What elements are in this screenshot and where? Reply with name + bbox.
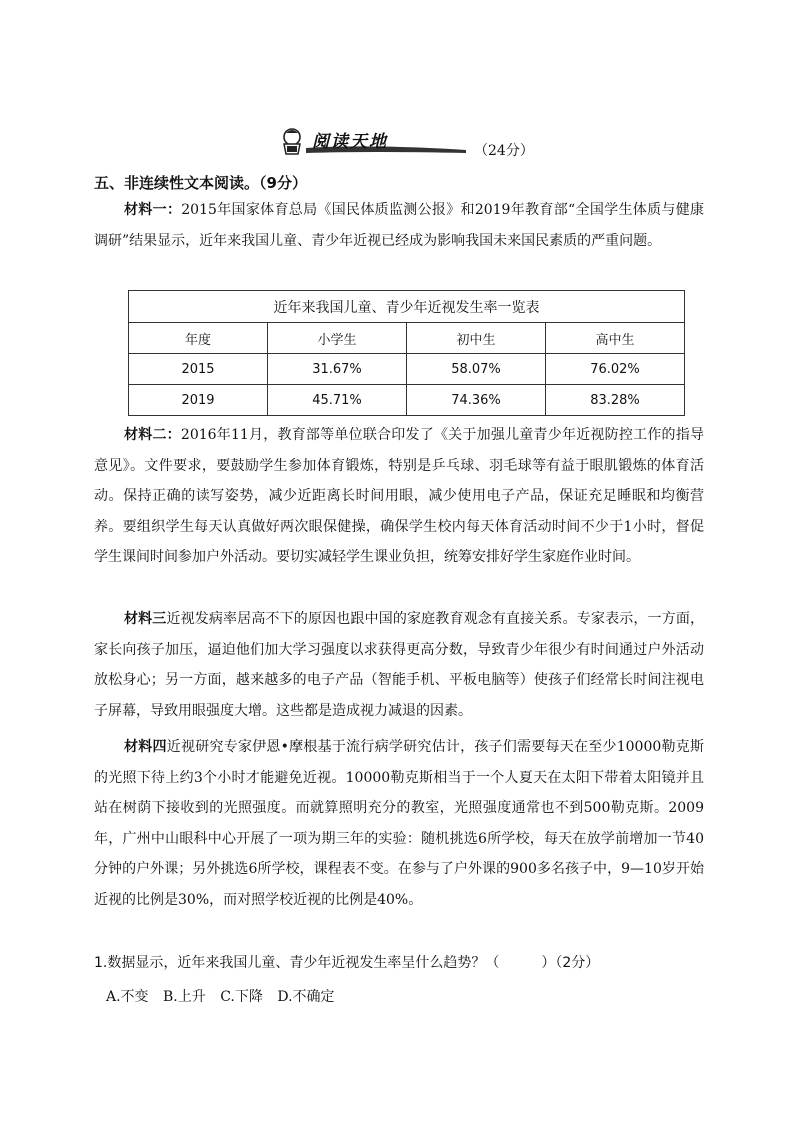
- section-banner: [278, 124, 538, 158]
- table-cell-junior: 74.36%: [407, 385, 546, 416]
- material-2: [94, 420, 704, 573]
- table-header-primary: 小学生: [268, 323, 407, 354]
- section-heading: 五、非连续性文本阅读。（9分）: [94, 174, 307, 192]
- material-3-text: 近视发病率居高不下的原因也跟中国的家庭教育观念有直接关系。专家表示，一方面，家长向孩子加压，逼迫他们加大学习强度以求获得更高分数，导致青少年很少有时间通过户外活动放松身心；另一方面，越来越多的电子产品（智能手机、平板电脑等）使孩子们经常长时间注视电子屏幕，导致用眼强度大增。这些都是造成视力减退的因素。: [94, 611, 705, 719]
- table-cell-primary: 45.71%: [268, 385, 407, 416]
- table-header-senior: 高中生: [546, 323, 685, 354]
- banner-score: （24分）: [474, 143, 534, 159]
- material-3: [94, 604, 704, 726]
- material-3-label: 材料三: [124, 611, 167, 627]
- question-1-options: [106, 986, 345, 1006]
- option-c[interactable]: C.下降: [220, 989, 263, 1005]
- option-a[interactable]: A.不变: [106, 989, 149, 1005]
- table-header-year: 年度: [129, 323, 268, 354]
- material-1-label: 材料一：: [124, 202, 182, 218]
- table-cell-junior: 58.07%: [407, 354, 546, 385]
- myopia-rate-table: [128, 290, 685, 416]
- material-4-label: 材料四: [124, 739, 167, 755]
- option-d[interactable]: D.不确定: [277, 989, 335, 1005]
- banner-title: 阅读天地: [312, 132, 388, 152]
- table-row: [129, 354, 685, 385]
- table-cell-year: 2015: [129, 354, 268, 385]
- option-b[interactable]: B.上升: [163, 989, 206, 1005]
- material-4: [94, 732, 704, 915]
- reading-figure-icon: [284, 129, 300, 154]
- table-cell-senior: 83.28%: [546, 385, 685, 416]
- material-2-text: 2016年11月，教育部等单位联合印发了《关于加强儿童青少年近视防控工作的指导意见》。文件要求，要鼓励学生参加体育锻炼，特别是乒乓球、羽毛球等有益于眼肌锻炼的体育活动。保持正确的读写姿势，减少近距离长时间用眼，减少使用电子产品，保证充足睡眠和均衡营养。要组织学生每天认真做好两次眼保健操，确保学生校内每天体育活动时间不少于1小时，督促学生课间时间参加户外活动。要切实减轻学生课业负担，统筹安排好学生家庭作业时间。: [94, 427, 704, 565]
- material-1-text: 2015年国家体育总局《国民体质监测公报》和2019年教育部“全国学生体质与健康调研”结果显示，近年来我国儿童、青少年近视已经成为影响我国未来国民素质的严重问题。: [94, 202, 705, 249]
- table-cell-senior: 76.02%: [546, 354, 685, 385]
- table-header-junior: 初中生: [407, 323, 546, 354]
- question-1-stem: 1.数据显示，近年来我国儿童、青少年近视发生率呈什么趋势？（ ）（2分）: [94, 955, 600, 971]
- table-cell-primary: 31.67%: [268, 354, 407, 385]
- table-cell-year: 2019: [129, 385, 268, 416]
- material-1: [94, 195, 704, 256]
- material-4-text: 近视研究专家伊恩•摩根基于流行病学研究估计，孩子们需要每天在至少10000勒克斯的光照下待上约3个小时才能避免近视。10000勒克斯相当于一个人夏天在太阳下带着太阳镜并且站在树荫下接收到的光照强度。而就算照明充分的教室，光照强度通常也不到500勒克斯。2009年，广州中山眼科中心开展了一项为期三年的实验：随机挑选6所学校，每天在放学前增加一节40分钟的户外课；另外挑选6所学校，课程表不变。在参与了户外课的900多名孩子中，9—10岁开始近视的比例是30%，而对照学校近视的比例是40%。: [94, 739, 705, 908]
- table-caption: 近年来我国儿童、青少年近视发生率一览表: [129, 291, 685, 323]
- table-row: [129, 385, 685, 416]
- table-header-row: [129, 323, 685, 354]
- material-2-label: 材料二：: [124, 427, 181, 443]
